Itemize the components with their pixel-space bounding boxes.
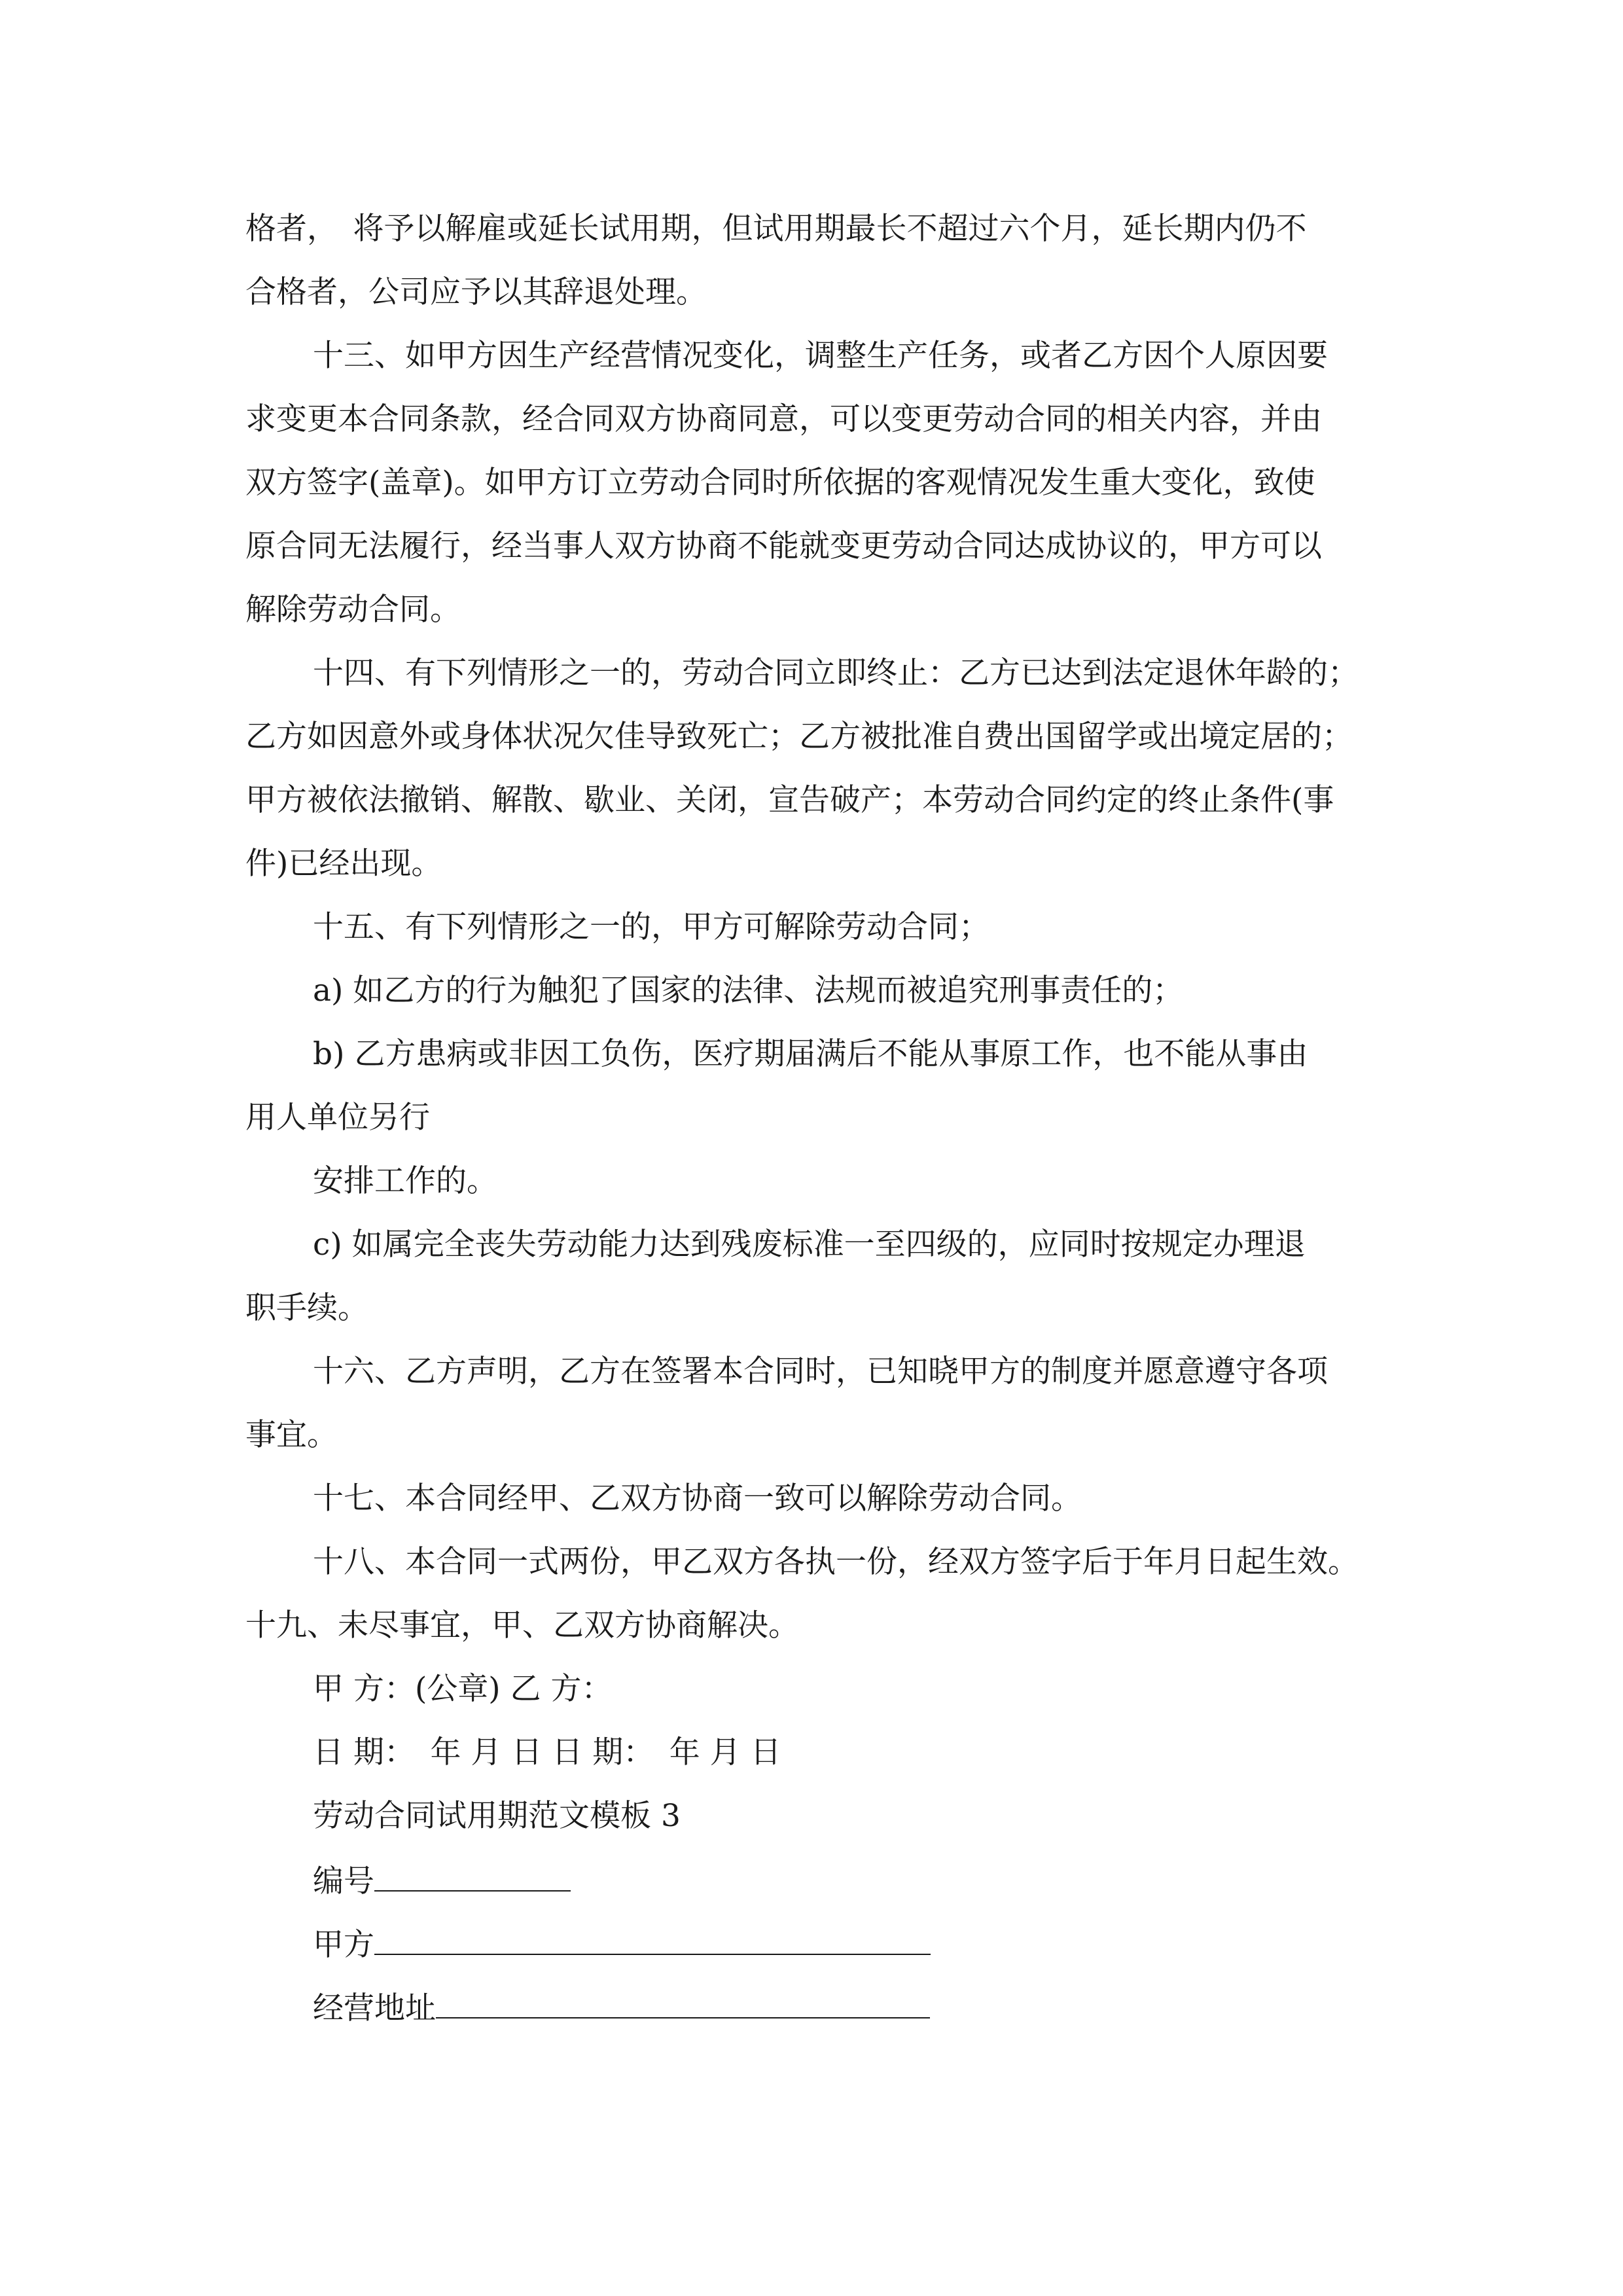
signature-date-line: 日 期： 年 月 日 日 期： 年 月 日 (313, 1734, 781, 1770)
paragraph-line: 件)已经出现。 (245, 846, 442, 882)
clause-14-line: 十四、有下列情形之一的，劳动合同立即终止：乙方已达到法定退休年龄的； (313, 655, 1359, 691)
paragraph-line: 用人单位另行 (245, 1100, 430, 1136)
clause-18-line: 十八、本合同一式两份，甲乙双方各执一份，经双方签字后于年月日起生效。 (313, 1544, 1359, 1580)
clause-15-line: 十五、有下列情形之一的，甲方可解除劳动合同； (313, 909, 990, 945)
paragraph-line: 安排工作的。 (313, 1163, 497, 1199)
paragraph-line: 求变更本合同条款，经合同双方协商同意，可以变更劳动合同的相关内容，并由 (245, 401, 1322, 437)
party-a-blank (374, 1924, 931, 1955)
clause-15-item-c: c) 如属完全丧失劳动能力达到残废标准一至四级的，应同时按规定办理退 (313, 1227, 1306, 1263)
signature-party-line: 甲 方：(公章) 乙 方： (313, 1671, 613, 1707)
clause-15-item-b: b) 乙方患病或非因工负伤，医疗期届满后不能从事原工作，也不能从事由 (313, 1036, 1308, 1072)
contract-number-label: 编号 (313, 1863, 374, 1899)
clause-19-line: 十九、未尽事宜，甲、乙双方协商解决。 (245, 1607, 799, 1643)
contract-number-field (313, 1860, 571, 1901)
business-address-label: 经营地址 (313, 1990, 436, 2026)
business-address-field (313, 1987, 930, 2028)
clause-13-line: 十三、如甲方因生产经营情况变化，调整生产任务，或者乙方因个人原因要 (313, 338, 1328, 374)
clause-17-line: 十七、本合同经甲、乙双方协商一致可以解除劳动合同。 (313, 1480, 1082, 1516)
business-address-blank (436, 1987, 930, 2018)
template-title: 劳动合同试用期范文模板 3 (313, 1798, 681, 1834)
paragraph-line: 职手续。 (245, 1290, 368, 1326)
paragraph-line: 事宜。 (245, 1417, 338, 1453)
party-a-label: 甲方 (313, 1927, 374, 1963)
contract-number-blank (374, 1860, 571, 1892)
paragraph-line: 乙方如因意外或身体状况欠佳导致死亡；乙方被批准自费出国留学或出境定居的； (245, 719, 1353, 755)
paragraph-line: 原合同无法履行，经当事人双方协商不能就变更劳动合同达成协议的，甲方可以 (245, 528, 1322, 564)
clause-15-item-a: a) 如乙方的行为触犯了国家的法律、法规而被追究刑事责任的； (313, 973, 1184, 1009)
paragraph-line: 合格者，公司应予以其辞退处理。 (245, 274, 707, 310)
party-a-field (313, 1924, 931, 1965)
paragraph-line: 解除劳动合同。 (245, 592, 461, 628)
paragraph-line: 双方签字(盖章)。如甲方订立劳动合同时所依据的客观情况发生重大变化，致使 (245, 465, 1315, 501)
clause-16-line: 十六、乙方声明，乙方在签署本合同时，已知晓甲方的制度并愿意遵守各项 (313, 1354, 1328, 1390)
paragraph-line: 格者， 将予以解雇或延长试用期，但试用期最长不超过六个月，延长期内仍不 (245, 211, 1307, 247)
paragraph-line: 甲方被依法撤销、解散、歇业、关闭，宣告破产；本劳动合同约定的终止条件(事 (245, 782, 1334, 818)
